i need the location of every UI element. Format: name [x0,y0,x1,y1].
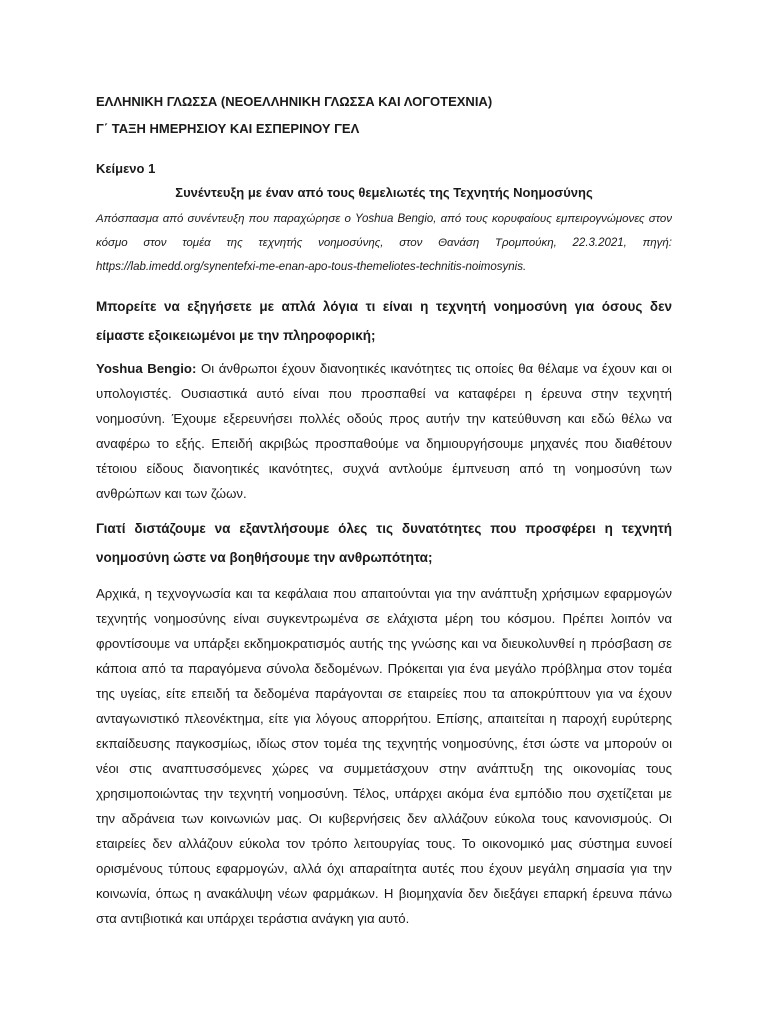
answer-2: Αρχικά, η τεχνογνωσία και τα κεφάλαια που απαιτούνται για την ανάπτυξη χρήσιμων εφαρμογών τεχνητής νοημοσύνης είναι συγκεντρωμένα σε ελάχιστα μέρη του κόσμου. Πρέπει λοιπόν να φροντίσουμε να υπάρξει εκδημοκρατισμός αυτής της γνώσης και να διευκολυνθεί η πρόσβαση σε κάποια από τα παραγόμενα σύνολα δεδομένων. Πρόκειται για ένα μεγάλο πρόβλημα στον τομέα της υγείας, είτε επειδή τα δεδομένα παράγονται σε εταιρείες που τα αποκρύπτουν για να έχουν ανταγωνιστικό πλεονέκτημα, είτε για λόγους απορρήτου. Επίσης, απαιτείται η παροχή ευρύτερης εκπαίδευσης παγκοσμίως, ιδίως στον τομέα της τεχνητής νοημοσύνης, έτσι ώστε να μπορούν οι νέοι στις αναπτυσσόμενες χώρες να συμμετάσχουν στην ανάπτυξη της οικονομίας τους χρησιμοποιώντας την τεχνητή νοημοσύνη. Τέλος, υπάρχει ακόμα ένα εμπόδιο που σχετίζεται με την αδράνεια των κοινωνιών μας. Οι κυβερνήσεις δεν αλλάζουν εύκολα τους κανονισμούς. Οι εταιρείες δεν αλλάζουν εύκολα τον τρόπο λειτουργίας τους. Το οικονομικό μας σύστημα ευνοεί ορισμένους τύπους εφαρμογών, αλλά όχι απαραίτητα αυτές που έχουν μεγάλη σημασία για την κοινωνία, όπως η ανακάλυψη νέων φαρμάκων. Η βιομηχανία δεν διεξάγει επαρκή έρευνα πάνω στα αντιβιοτικά και υπάρχει τεράστια ανάγκη για αυτό. [96,586,672,926]
question-1: Μπορείτε να εξηγήσετε με απλά λόγια τι είναι η τεχνητή νοημοσύνη για όσους δεν είμαστε εξοικειωμένοι με την πληροφορική; [96,299,672,343]
question-2: Γιατί διστάζουμε να εξαντλήσουμε όλες τις δυνατότητες που προσφέρει η τεχνητή νοημοσύνη ώστε να βοηθήσουμε την ανθρωπότητα; [96,521,672,565]
answer-1 [96,356,672,506]
class-title: Γ΄ ΤΑΞΗ ΗΜΕΡΗΣΙΟΥ ΚΑΙ ΕΣΠΕΡΙΝΟΥ ΓΕΛ [96,121,360,136]
text-label: Κείμενο 1 [96,161,156,176]
document-header [96,88,492,142]
answer-1-text: Οι άνθρωποι έχουν διανοητικές ικανότητες τις οποίες θα θέλαμε να έχουν και οι υπολογιστές. Ουσιαστικά αυτό είναι που προσπαθεί να καταφέρει η έρευνα στην τεχνητή νοημοσύνη. Έχουμε εξερευνήσει πολλές οδούς προς αυτήν την κατεύθυνση και εδώ θέλω να αναφέρω το εξής. Επειδή ακριβώς προσπαθούμε να δημιουργήσουμε μηχανές που διαθέτουν τέτοιου είδους διανοητικές ικανότητες, συχνά αντλούμε έμπνευση από τη νοημοσύνη των ανθρώπων και των ζώων. [96,361,672,501]
source-note: Απόσπασμα από συνέντευξη που παραχώρησε ο Yoshua Bengio, από τους κορυφαίους εμπειρογνώμονες στον κόσμο στον τομέα της τεχνητής νοημοσύνης, στον Θανάση Τρομπούκη, 22.3.2021, πηγή: https://lab.imedd.org/synentefxi-me-enan-apo-tous-themeliotes-technitis-noimosynis. [96,213,672,273]
subject-title: ΕΛΛΗΝΙΚΗ ΓΛΩΣΣΑ (ΝΕΟΕΛΛΗΝΙΚΗ ΓΛΩΣΣΑ ΚΑΙ ΛΟΓΟΤΕΧΝΙΑ) [96,94,493,109]
text-title: Συνέντευξη με έναν από τους θεμελιωτές της Τεχνητής Νοημοσύνης [175,185,593,200]
speaker-name: Yoshua Bengio: [96,361,197,376]
